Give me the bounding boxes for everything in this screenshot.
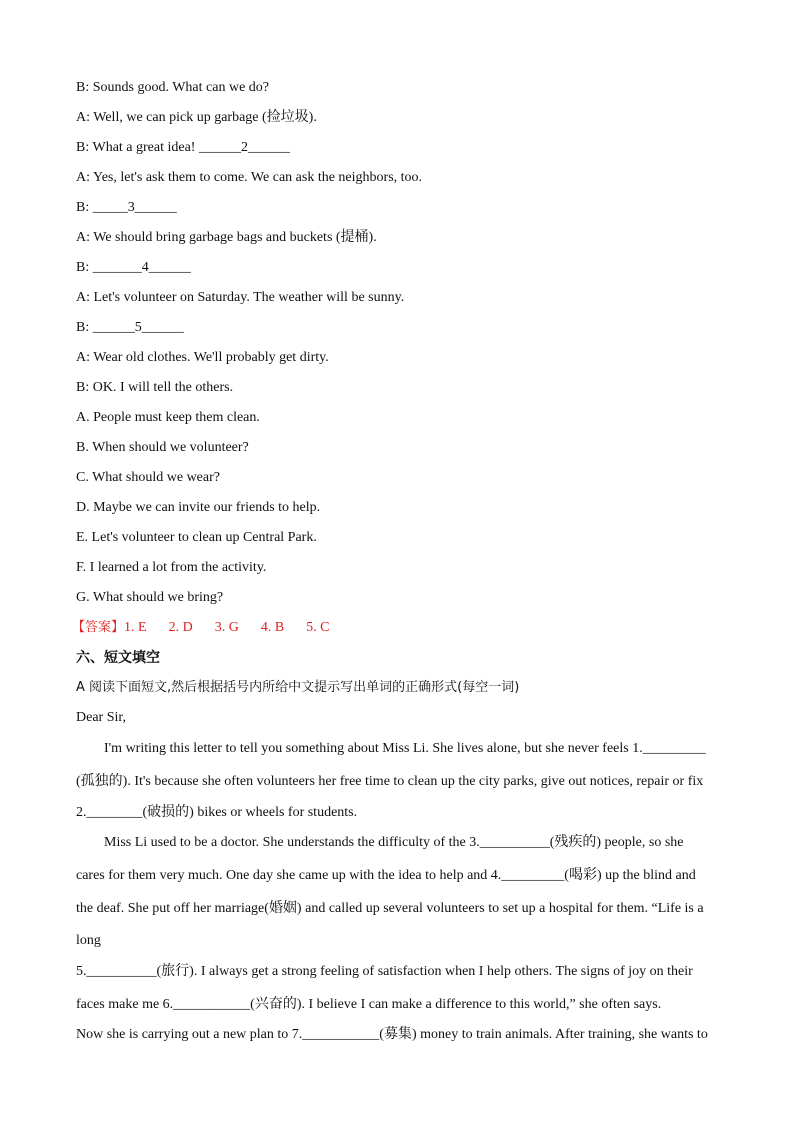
letter-greeting: Dear Sir,: [76, 710, 126, 725]
option-d: D. Maybe we can invite our friends to help.: [76, 500, 321, 515]
dialogue-line: A: Well, we can pick up garbage (捡垃圾).: [76, 110, 317, 125]
passage-line: cares for them very much. One day she came up with the idea to help and 4._________(喝彩) up the blind and: [76, 868, 696, 883]
passage-line: I'm writing this letter to tell you something about Miss Li. She lives alone, but she never feels 1._________: [104, 741, 706, 756]
dialogue-line: A: We should bring garbage bags and buckets (提桶).: [76, 230, 377, 245]
dialogue-line: A: Let's volunteer on Saturday. The weather will be sunny.: [76, 290, 405, 305]
option-c: C. What should we wear?: [76, 470, 220, 485]
answer-line: [72, 619, 330, 637]
option-f: F. I learned a lot from the activity.: [76, 560, 267, 575]
passage-line: 5.__________(旅行). I always get a strong feeling of satisfaction when I help others. The signs of joy on their: [76, 964, 693, 979]
option-b: B. When should we volunteer?: [76, 440, 249, 455]
passage-line: (孤独的). It's because she often volunteers her free time to clean up the city parks, give out notices, repair or fix: [76, 774, 704, 789]
dialogue-line: B: _____3______: [76, 200, 177, 215]
passage-line: Now she is carrying out a new plan to 7.___________(募集) money to train animals. After training, she wants to: [76, 1027, 708, 1042]
dialogue-line: B: What a great idea! ______2______: [76, 140, 290, 155]
section-instruction: A 阅读下面短文,然后根据括号内所给中文提示写出单词的正确形式(每空一词): [76, 680, 520, 695]
answer-item: 1. E: [124, 620, 147, 635]
answer-item: 4. B: [260, 620, 285, 635]
answer-item: 5. C: [306, 620, 330, 635]
answer-item: 3. G: [214, 620, 239, 635]
dialogue-line: A: Yes, let's ask them to come. We can ask the neighbors, too.: [76, 170, 423, 185]
dialogue-line: B: Sounds good. What can we do?: [76, 80, 269, 95]
dialogue-line: B: _______4______: [76, 260, 191, 275]
answer-label: 【答案】: [72, 620, 125, 635]
passage-line: Miss Li used to be a doctor. She understands the difficulty of the 3.__________(残疾的) people, so she: [104, 835, 684, 850]
option-g: G. What should we bring?: [76, 590, 224, 605]
dialogue-line: B: ______5______: [76, 320, 184, 335]
passage-line: faces make me 6.___________(兴奋的). I believe I can make a difference to this world,” she often says.: [76, 997, 662, 1012]
option-a: A. People must keep them clean.: [76, 410, 260, 425]
passage-line: the deaf. She put off her marriage(婚姻) and called up several volunteers to set up a hospital for them. “Life is a: [76, 901, 704, 916]
passage-line: 2.________(破损的) bikes or wheels for students.: [76, 805, 358, 820]
dialogue-line: B: OK. I will tell the others.: [76, 380, 234, 395]
dialogue-line: A: Wear old clothes. We'll probably get dirty.: [76, 350, 329, 365]
answer-item: 2. D: [168, 620, 193, 635]
section-heading: 六、短文填空: [76, 650, 160, 666]
passage-line: long: [76, 933, 101, 948]
option-e: E. Let's volunteer to clean up Central Park.: [76, 530, 317, 545]
